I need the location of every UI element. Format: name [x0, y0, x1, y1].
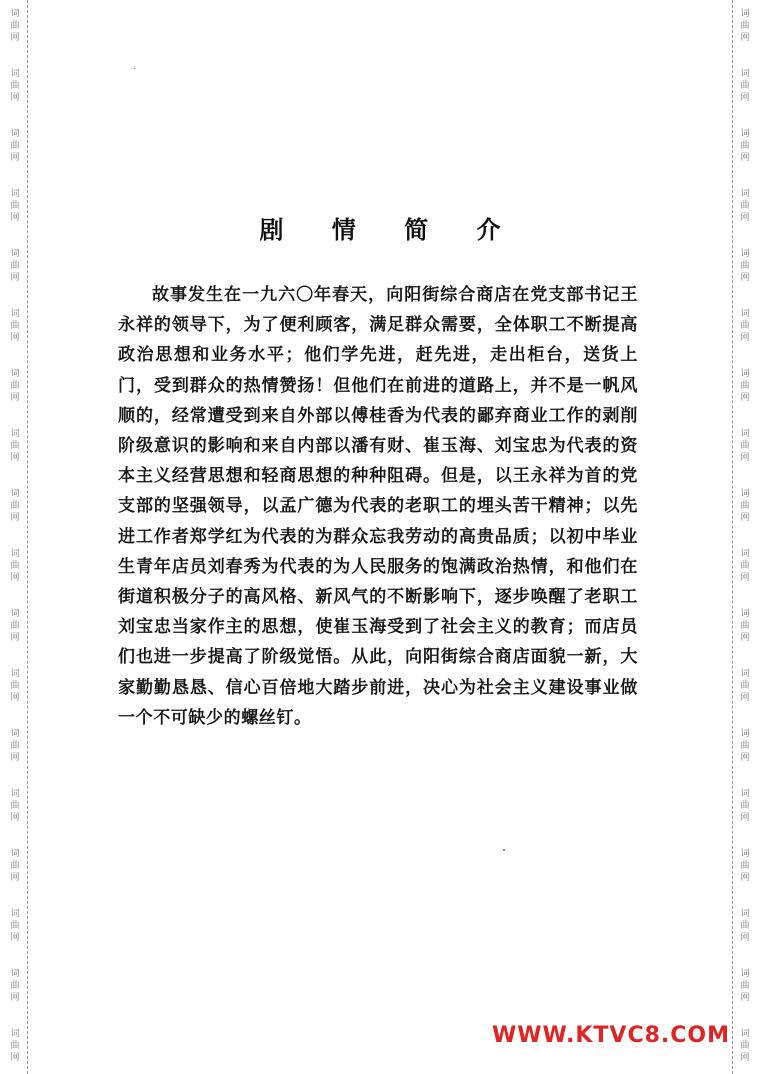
watermark-char: 词	[10, 789, 20, 799]
watermark-group	[10, 308, 19, 344]
watermark-group	[740, 968, 749, 1004]
watermark-char: 词	[10, 849, 20, 859]
watermark-char: 曲	[740, 921, 750, 931]
watermark-char: 曲	[10, 81, 20, 91]
watermark-char: 曲	[10, 501, 20, 511]
watermark-char: 词	[10, 189, 20, 199]
page-title: 剧 情 简 介	[259, 216, 521, 244]
watermark-char: 网	[740, 753, 750, 763]
watermark-char: 曲	[740, 681, 750, 691]
watermark-char: 网	[740, 693, 750, 703]
watermark-char: 词	[10, 729, 20, 739]
watermark-char: 网	[10, 153, 20, 163]
watermark-char: 网	[740, 573, 750, 583]
watermark-char: 词	[740, 369, 750, 379]
watermark-char: 网	[10, 933, 20, 943]
watermark-char: 曲	[10, 21, 20, 31]
watermark-group	[740, 68, 749, 104]
watermark-char: 网	[10, 693, 20, 703]
watermark-char: 词	[740, 249, 750, 259]
watermark-char: 网	[10, 873, 20, 883]
watermark-char: 曲	[10, 741, 20, 751]
watermark-char: 曲	[10, 381, 20, 391]
watermark-char: 曲	[10, 1041, 20, 1051]
watermark-char: 网	[740, 33, 750, 43]
watermark-char: 网	[740, 633, 750, 643]
watermark-group	[740, 8, 749, 44]
watermark-char: 网	[10, 393, 20, 403]
watermark-group	[740, 788, 749, 824]
watermark-group	[10, 968, 19, 1004]
watermark-char: 网	[10, 753, 20, 763]
watermark-group	[10, 908, 19, 944]
watermark-char: 词	[740, 309, 750, 319]
watermark-group	[740, 728, 749, 764]
watermark-char: 曲	[10, 921, 20, 931]
watermark-char: 词	[10, 369, 20, 379]
watermark-char: 曲	[740, 321, 750, 331]
watermark-char: 词	[10, 969, 20, 979]
watermark-char: 曲	[740, 501, 750, 511]
watermark-char: 词	[740, 129, 750, 139]
watermark-char: 网	[10, 993, 20, 1003]
watermark-group	[10, 608, 19, 644]
watermark-char: 网	[10, 453, 20, 463]
watermark-char: 网	[10, 93, 20, 103]
watermark-char: 词	[10, 69, 20, 79]
watermark-group	[740, 248, 749, 284]
print-speck	[134, 68, 135, 69]
watermark-char: 词	[740, 909, 750, 919]
watermark-char: 网	[740, 993, 750, 1003]
watermark-char: 网	[740, 1053, 750, 1063]
watermark-char: 网	[10, 213, 20, 223]
watermark-group	[10, 788, 19, 824]
watermark-char: 词	[10, 249, 20, 259]
watermark-char: 网	[740, 873, 750, 883]
watermark-char: 曲	[10, 141, 20, 151]
watermark-char: 词	[740, 729, 750, 739]
watermark-char: 曲	[740, 561, 750, 571]
watermark-char: 曲	[10, 261, 20, 271]
watermark-group	[740, 128, 749, 164]
watermark-char: 曲	[10, 801, 20, 811]
watermark-char: 曲	[10, 201, 20, 211]
synopsis-paragraph: 故事发生在一九六〇年春天，向阳街综合商店在党支部书记王永祥的领导下，为了便利顾客，满足群众需要，全体职工不断提高政治思想和业务水平；他们学先进，赶先进，走出柜台，送货上门，受到群众的热情赞扬！但他们在前进的道路上，并不是一帆风顺的，经常遭受到来自外部以傅桂香为代表的鄙弃商业工作的剥削阶级意识的影响和来自内部以潘有财、崔玉海、刘宝忠为代表的资本主义经营思想和轻商思想的种种阻碍。但是，以王永祥为首的党支部的坚强领导，以孟广德为代表的老职工的埋头苦干精神；以先进工作者郑学红为代表的为群众忘我劳动的高贵品质；以初中毕业生青年店员刘春秀为代表的为人民服务的饱满政治热情，和他们在街道积极分子的高风格、新风气的不断影响下，逐步唤醒了老职工刘宝忠当家作主的思想，使崔玉海受到了社会主义的教育；而店员们也进一步提高了阶级觉悟。从此，向阳街综合商店面貌一新，大家勤勤恳恳、信心百倍地大踏步前进，决心为社会主义建设事业做一个不可缺少的螺丝钉。	[118, 285, 638, 728]
watermark-char: 词	[740, 189, 750, 199]
watermark-char: 网	[10, 1053, 20, 1063]
watermark-char: 词	[10, 909, 20, 919]
watermark-group	[740, 1028, 749, 1064]
watermark-char: 曲	[740, 21, 750, 31]
watermark-char: 词	[740, 489, 750, 499]
watermark-char: 曲	[740, 81, 750, 91]
watermark-group	[10, 8, 19, 44]
watermark-char: 词	[10, 129, 20, 139]
watermark-char: 曲	[740, 741, 750, 751]
watermark-char: 网	[740, 93, 750, 103]
watermark-group	[10, 668, 19, 704]
watermark-char: 词	[740, 969, 750, 979]
watermark-group	[740, 848, 749, 884]
watermark-group	[10, 368, 19, 404]
watermark-char: 词	[740, 549, 750, 559]
watermark-char: 曲	[740, 441, 750, 451]
watermark-char: 曲	[740, 1041, 750, 1051]
watermark-char: 网	[10, 813, 20, 823]
watermark-char: 词	[740, 9, 750, 19]
watermark-char: 曲	[740, 261, 750, 271]
watermark-char: 词	[10, 9, 20, 19]
watermark-char: 词	[10, 669, 20, 679]
watermark-char: 曲	[10, 441, 20, 451]
watermark-char: 词	[740, 69, 750, 79]
watermark-char: 词	[10, 309, 20, 319]
watermark-group	[740, 668, 749, 704]
watermark-char: 词	[10, 429, 20, 439]
watermark-group	[740, 488, 749, 524]
print-speck	[503, 849, 505, 851]
watermark-url: WWW.KTVC8.COM	[492, 1023, 730, 1048]
left-dashed-rule	[27, 0, 28, 1074]
watermark-char: 词	[740, 789, 750, 799]
watermark-group	[10, 488, 19, 524]
watermark-char: 词	[740, 1029, 750, 1039]
watermark-group	[10, 68, 19, 104]
watermark-char: 网	[740, 153, 750, 163]
watermark-group	[10, 1028, 19, 1064]
watermark-char: 网	[740, 333, 750, 343]
watermark-char: 词	[10, 609, 20, 619]
watermark-group	[740, 608, 749, 644]
watermark-group	[10, 428, 19, 464]
watermark-char: 网	[740, 273, 750, 283]
watermark-char: 网	[10, 633, 20, 643]
watermark-char: 词	[10, 549, 20, 559]
watermark-char: 网	[10, 573, 20, 583]
watermark-char: 词	[740, 429, 750, 439]
right-dashed-rule	[732, 0, 733, 1074]
watermark-char: 曲	[10, 621, 20, 631]
watermark-group	[10, 848, 19, 884]
watermark-char: 曲	[10, 321, 20, 331]
watermark-group	[740, 428, 749, 464]
left-watermark-strip	[4, 0, 26, 1074]
watermark-char: 网	[740, 213, 750, 223]
right-watermark-strip	[734, 0, 756, 1074]
watermark-char: 网	[740, 453, 750, 463]
watermark-char: 网	[740, 813, 750, 823]
watermark-group	[740, 548, 749, 584]
watermark-char: 词	[740, 609, 750, 619]
watermark-char: 曲	[740, 861, 750, 871]
watermark-group	[740, 908, 749, 944]
watermark-char: 网	[10, 273, 20, 283]
watermark-char: 词	[740, 669, 750, 679]
watermark-char: 曲	[10, 981, 20, 991]
watermark-group	[10, 248, 19, 284]
watermark-char: 词	[740, 849, 750, 859]
watermark-group	[740, 308, 749, 344]
watermark-char: 词	[10, 1029, 20, 1039]
watermark-group	[10, 548, 19, 584]
watermark-char: 曲	[740, 801, 750, 811]
watermark-group	[10, 128, 19, 164]
watermark-char: 曲	[740, 981, 750, 991]
watermark-group	[10, 728, 19, 764]
watermark-char: 网	[10, 333, 20, 343]
watermark-char: 网	[10, 33, 20, 43]
watermark-char: 曲	[740, 621, 750, 631]
watermark-char: 曲	[740, 381, 750, 391]
watermark-char: 网	[740, 513, 750, 523]
watermark-group	[740, 368, 749, 404]
watermark-char: 网	[740, 393, 750, 403]
watermark-char: 曲	[740, 201, 750, 211]
watermark-char: 词	[10, 489, 20, 499]
watermark-char: 网	[740, 933, 750, 943]
watermark-char: 曲	[10, 861, 20, 871]
watermark-char: 曲	[740, 141, 750, 151]
watermark-char: 曲	[10, 681, 20, 691]
watermark-char: 网	[10, 513, 20, 523]
watermark-char: 曲	[10, 561, 20, 571]
